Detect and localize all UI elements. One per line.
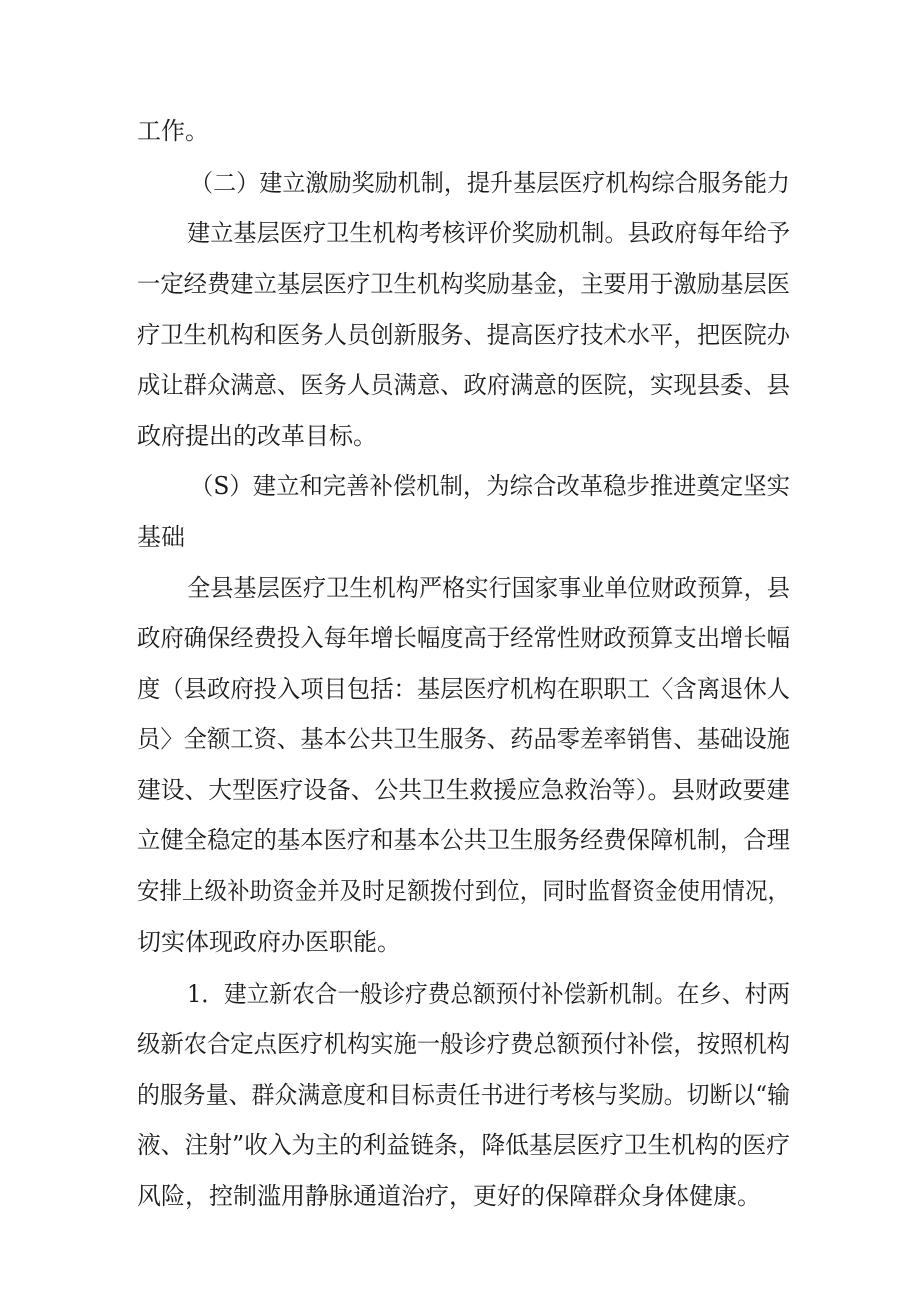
text-line	[0, 269, 920, 299]
text-line	[0, 1080, 920, 1110]
text-line	[0, 1029, 920, 1059]
text-line	[0, 218, 920, 248]
text-line	[0, 320, 920, 350]
line-text: 疗卫生机构和医务人员创新服务、提高医疗技术水平，把医院办	[137, 321, 790, 349]
section-heading	[0, 471, 920, 501]
line-text: 成让群众满意、医务人员满意、政府满意的医院，实现县委、县	[137, 371, 790, 399]
line-text: 一定经费建立基层医疗卫生机构奖励基金，主要用于激励基层医	[137, 270, 790, 298]
line-text: 员〉全额工资、基本公共卫生服务、药品零差率销售、基础设施	[137, 725, 790, 753]
line-text: （二）建立激励奖励机制，提升基层医疗机构综合服务能力	[190, 169, 790, 197]
line-text: 建立基层医疗卫生机构考核评价奖励机制。县政府每年给予	[187, 219, 790, 247]
line-text: 切实体现政府办医职能。	[137, 928, 401, 956]
text-line	[0, 979, 920, 1009]
line-text: （S）建立和完善补偿机制，为综合改革稳步推进奠定坚实	[190, 472, 790, 500]
line-text: 度（县政府投入项目包括：基层医疗机构在职职工〈含离退休人	[137, 675, 790, 703]
text-line	[0, 623, 920, 653]
section-heading-continued	[0, 522, 920, 552]
text-line	[0, 876, 920, 906]
line-text: 的服务量、群众满意度和目标责任书进行考核与奖励。切断以“输	[137, 1081, 791, 1109]
line-text: 级新农合定点医疗机构实施一般诊疗费总额预付补偿，按照机构	[137, 1030, 790, 1058]
line-text: 政府确保经费投入每年增长幅度高于经常性财政预算支出增长幅	[137, 624, 790, 652]
text-line	[0, 370, 920, 400]
text-line	[0, 825, 920, 855]
line-text: 全县基层医疗卫生机构严格实行国家事业单位财政预算，县	[187, 574, 790, 602]
text-line	[0, 116, 920, 146]
text-line	[0, 1130, 920, 1160]
line-text: 建设、大型医疗设备、公共卫生救援应急救治等）。县财政要建	[137, 776, 791, 804]
text-line	[0, 421, 920, 451]
line-text: 风险，控制滥用静脉通道治疗，更好的保障群众身体健康。	[137, 1182, 761, 1210]
line-text: 立健全稳定的基本医疗和基本公共卫生服务经费保障机制，合理	[137, 826, 790, 854]
text-line	[0, 775, 920, 805]
line-text: 安排上级补助资金并及时足额拨付到位，同时监督资金使用情况，	[137, 877, 790, 905]
line-text: 1．建立新农合一般诊疗费总额预付补偿新机制。在乡、村两	[187, 980, 790, 1008]
line-text: 工作。	[137, 117, 209, 145]
text-line	[0, 927, 920, 957]
text-line	[0, 724, 920, 754]
section-heading	[0, 168, 920, 198]
text-line	[0, 674, 920, 704]
text-line	[0, 573, 920, 603]
line-text: 基础	[137, 523, 185, 551]
line-text: 液、注射”收入为主的利益链条，降低基层医疗卫生机构的医疗	[137, 1131, 791, 1159]
line-text: 政府提出的改革目标。	[137, 422, 377, 450]
text-line	[0, 1181, 920, 1211]
